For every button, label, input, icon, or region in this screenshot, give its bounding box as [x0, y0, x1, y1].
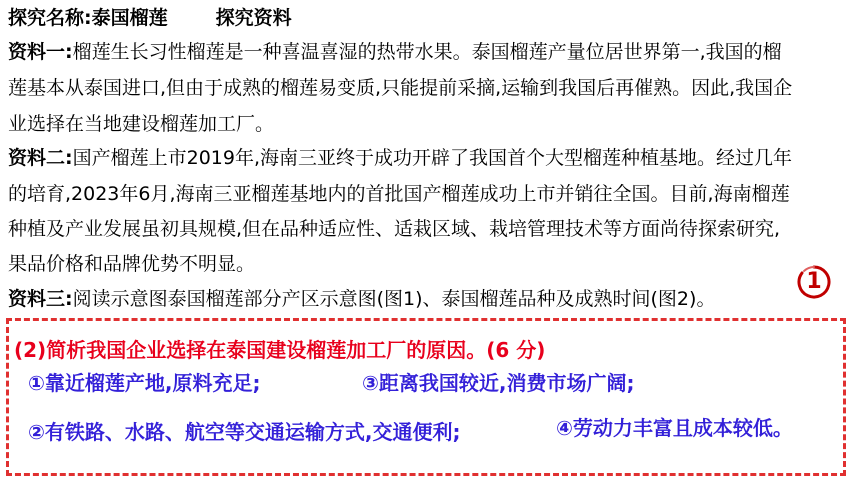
material3-text-1: 阅读示意图泰国榴莲部分产区示意图(图1)、泰国榴莲品种及成熟时间(图2)。 [72, 288, 716, 310]
materials-heading: 探究资料 [215, 7, 292, 29]
answer-3: ③距离我国较近,消费市场广阔; [362, 371, 635, 395]
material1-text-2: 莲基本从泰国进口,但由于成熟的榴莲易变质,只能提前采摘,运输到我国后再催熟。因此,我国企 [8, 77, 793, 99]
material1-label: 资料一: [8, 41, 73, 63]
step-marker-icon [796, 264, 832, 300]
step-marker-number: 1 [806, 269, 822, 294]
material1-text-3: 业选择在当地建设榴莲加工厂。 [8, 113, 275, 135]
inquiry-header [8, 6, 292, 30]
material2-line1 [8, 146, 792, 170]
material3-label: 资料三: [8, 288, 73, 310]
material3-line1 [8, 287, 715, 311]
answer-1: ①靠近榴莲产地,原料充足; [28, 371, 261, 395]
answer-4: ④劳动力丰富且成本较低。 [556, 416, 793, 440]
question-title: (2)简析我国企业选择在泰国建设榴莲加工厂的原因。(6 分) [14, 338, 546, 362]
material2-text-4: 果品价格和品牌优势不明显。 [8, 253, 256, 275]
material2-label: 资料二: [8, 147, 73, 169]
material2-text-1: 国产榴莲上市2019年,海南三亚终于成功开辟了我国首个大型榴莲种植基地。经过几年 [72, 147, 793, 169]
inquiry-name: 探究名称:泰国榴莲 [8, 7, 168, 29]
material1-line1 [8, 40, 782, 64]
material1-text-1: 榴莲生长习性榴莲是一种喜温喜湿的热带水果。泰国榴莲产量位居世界第一,我国的榴 [72, 41, 782, 63]
answer-2: ②有铁路、水路、航空等交通运输方式,交通便利; [28, 420, 461, 444]
material2-text-2: 的培育,2023年6月,海南三亚榴莲基地内的首批国产榴莲成功上市并销往全国。目前,海南榴莲 [8, 183, 790, 205]
material2-text-3: 种植及产业发展虽初具规模,但在品种适应性、适栽区域、栽培管理技术等方面尚待探索研究, [8, 218, 781, 240]
